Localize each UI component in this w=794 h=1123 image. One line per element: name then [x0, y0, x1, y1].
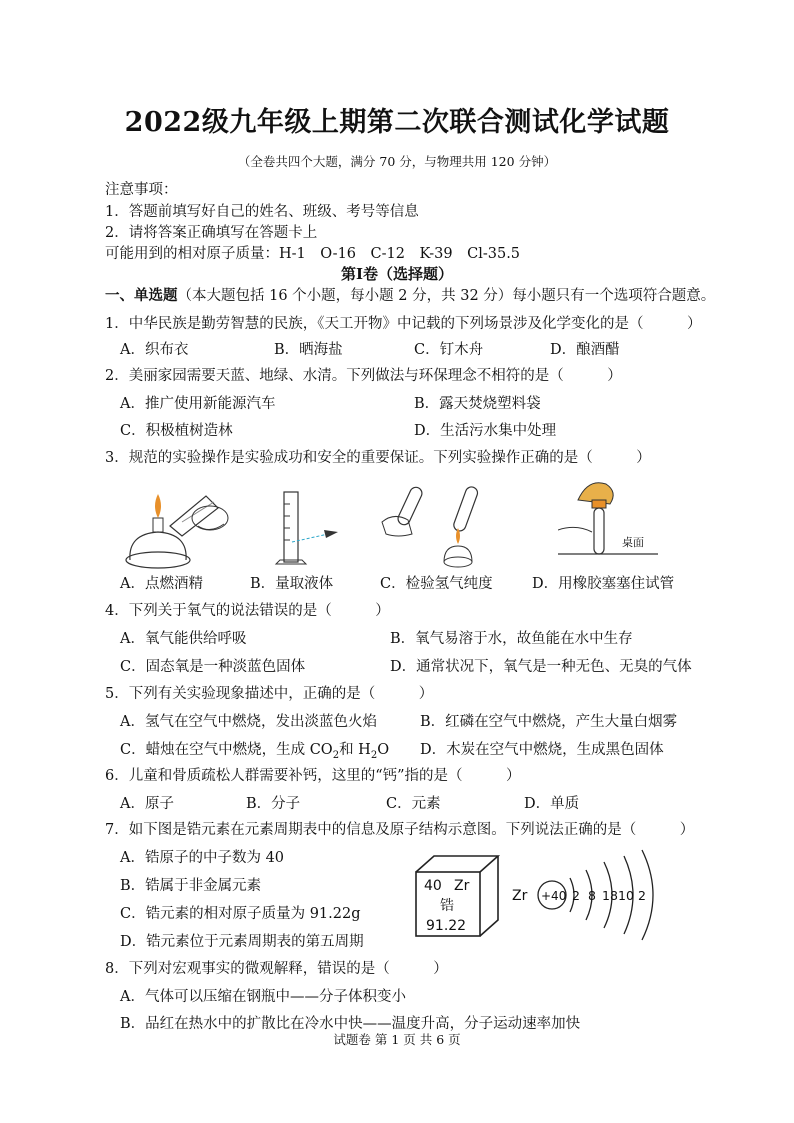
desk-label: 桌面	[622, 536, 644, 549]
q2-option-a: A．推广使用新能源汽车	[120, 396, 276, 412]
q8-option-b: B．品红在热水中的扩散比在冷水中快——温度升高，分子运动速率加快	[120, 1016, 581, 1032]
q6-option-b: B．分子	[246, 796, 301, 812]
question-3-stem: 3．规范的实验操作是实验成功和安全的重要保证。下列实验操作正确的是（ ）	[105, 450, 651, 466]
periodic-cell-figure	[412, 850, 502, 940]
q4-option-c: C．固态氧是一种淡蓝色固体	[120, 659, 306, 675]
element-name: 锆	[440, 898, 454, 914]
alcohol-lamp-figure	[118, 482, 233, 572]
atomic-masses: 可能用到的相对原子质量：H-1 O-16 C-12 K-39 Cl-35.5	[105, 246, 521, 262]
atom-symbol: Zr	[512, 888, 528, 904]
q7-option-d: D．锆元素位于元素周期表的第五周期	[120, 934, 364, 950]
shell-3-count: 18	[602, 888, 618, 903]
shell-4-count: 10	[618, 888, 634, 903]
q5-option-b: B．红磷在空气中燃烧，产生大量白烟雾	[420, 714, 678, 730]
page-title: 2022级九年级上期第二次联合测试化学试题	[124, 107, 670, 138]
question-6-stem: 6．儿童和骨质疏松人群需要补钙，这里的“钙”指的是（ ）	[105, 768, 521, 784]
q4-option-d: D．通常状况下，氧气是一种无色、无臭的气体	[390, 659, 692, 675]
q5-option-a: A．氢气在空气中燃烧，发出淡蓝色火焰	[120, 714, 377, 730]
q2-option-d: D．生活污水集中处理	[414, 423, 557, 439]
measuring-cylinder-figure	[268, 490, 348, 570]
rubber-stopper-figure	[558, 474, 668, 570]
part-one-label: 一、单选题	[105, 287, 178, 304]
q3-option-b: B．量取液体	[250, 576, 334, 592]
notice-item-1: 1．答题前填写好自己的姓名、班级、考号等信息	[105, 204, 419, 220]
q3-option-c: C．检验氢气纯度	[380, 576, 493, 592]
element-symbol: Zr	[454, 878, 470, 894]
part-one-heading	[105, 284, 715, 305]
atom-structure-figure	[508, 846, 668, 942]
q2-option-c: C．积极植树造林	[120, 423, 233, 439]
shell-1-count: 2	[572, 888, 580, 903]
q4-option-a: A．氧气能供给呼吸	[120, 631, 247, 647]
q3-option-a: A．点燃酒精	[120, 576, 203, 592]
atom-nucleus: +40	[541, 889, 567, 903]
q2-option-b: B．露天焚烧塑料袋	[414, 396, 541, 412]
page-subtitle: （全卷共四个大题，满分 70 分，与物理共用 120 分钟）	[237, 154, 557, 169]
q4-option-b: B．氧气易溶于水，故鱼能在水中生存	[390, 631, 633, 647]
notice-item-2: 2．请将答案正确填写在答题卡上	[105, 225, 318, 241]
page-footer: 试题卷 第 1 页 共 6 页	[333, 1032, 461, 1047]
q3-option-d: D．用橡胶塞塞住试管	[532, 576, 675, 592]
question-8-stem: 8．下列对宏观事实的微观解释，错误的是（ ）	[105, 961, 448, 977]
q5-option-d: D．木炭在空气中燃烧，生成黑色固体	[420, 742, 664, 758]
q7-option-b: B．锆属于非金属元素	[120, 878, 262, 894]
question-5-stem: 5．下列有关实验现象描述中，正确的是（ ）	[105, 686, 434, 702]
hydrogen-test-figure	[378, 482, 488, 572]
q1-option-d: D．酿酒醋	[550, 342, 620, 358]
element-mass: 91.22	[426, 918, 467, 934]
q7-option-c: C．锆元素的相对原子质量为 91.22g	[120, 906, 361, 922]
notice-heading: 注意事项：	[105, 182, 178, 198]
section-title: 第Ⅰ卷（选择题）	[340, 265, 454, 283]
q6-option-a: A．原子	[120, 796, 174, 812]
question-7-stem: 7．如下图是锆元素在元素周期表中的信息及原子结构示意图。下列说法正确的是（ ）	[105, 822, 695, 838]
shell-5-count: 2	[638, 888, 646, 903]
question-2-stem: 2．美丽家园需要天蓝、地绿、水清。下列做法与环保理念不相符的是（ ）	[105, 368, 622, 384]
question-1-stem: 1．中华民族是勤劳智慧的民族，《天工开物》中记载的下列场景涉及化学变化的是（ ）	[105, 316, 702, 332]
question-4-stem: 4．下列关于氧气的说法错误的是（ ）	[105, 603, 390, 619]
shell-2-count: 8	[588, 888, 596, 903]
element-number: 40	[424, 878, 442, 894]
q7-option-a: A．锆原子的中子数为 40	[120, 850, 285, 866]
q8-option-a: A．气体可以压缩在钢瓶中——分子体积变小	[120, 989, 406, 1005]
q6-option-d: D．单质	[524, 796, 580, 812]
q1-option-a: A．织布衣	[120, 342, 189, 358]
part-one-desc: （本大题包括 16 个小题，每小题 2 分，共 32 分）每小题只有一个选项符合题意。	[177, 288, 716, 304]
q1-option-c: C．钉木舟	[414, 342, 484, 358]
q5-option-c: C．蜡烛在空气中燃烧，生成 $CO_2$和 $H_2O$	[120, 742, 390, 761]
q1-option-b: B．晒海盐	[274, 342, 343, 358]
q6-option-c: C．元素	[386, 796, 441, 812]
